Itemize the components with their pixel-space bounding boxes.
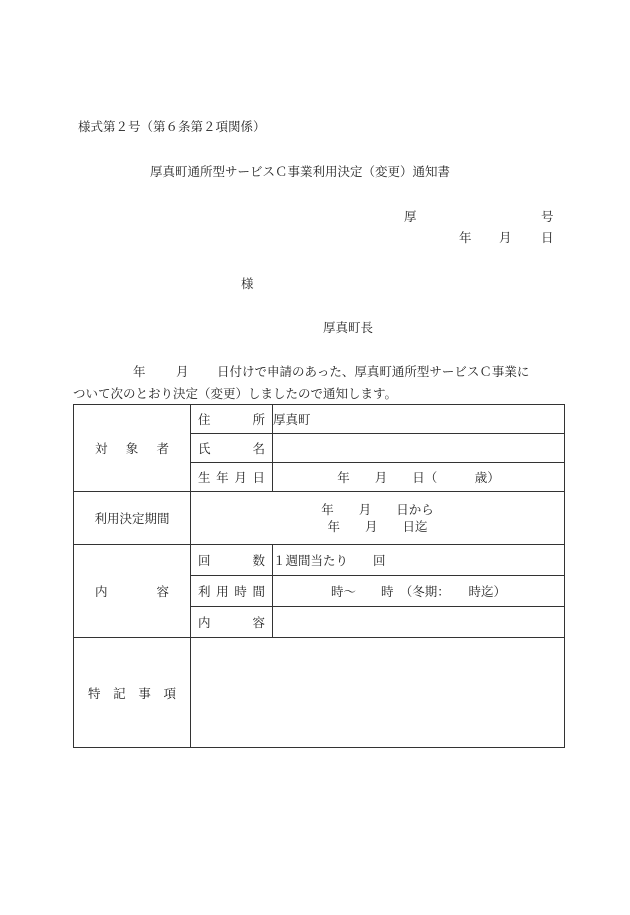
sender-name: 厚真町長 xyxy=(323,320,374,335)
issue-date-day: 日 xyxy=(541,230,554,245)
body-text-1: 日付けで申請のあった、厚真町通所型サービスＣ事業に xyxy=(217,364,530,379)
usage-time-label xyxy=(191,576,273,607)
issue-date-year: 年 xyxy=(459,230,472,245)
reference-number-prefix: 厚 xyxy=(404,209,417,224)
notes-value xyxy=(191,638,565,748)
reference-number-suffix: 号 xyxy=(541,209,554,224)
form-number-label: 様式第２号（第６条第２項関係） xyxy=(78,119,266,134)
birthdate-label-char: 日 xyxy=(252,470,265,485)
birthdate-label-char: 生 xyxy=(198,470,211,485)
detail-value xyxy=(273,607,565,638)
period-value xyxy=(191,492,565,545)
subject-label-char: 者 xyxy=(156,441,169,456)
subject-label xyxy=(74,405,191,492)
notes-label xyxy=(74,638,191,748)
name-label xyxy=(191,434,273,463)
usage-time-label-char: 利 xyxy=(198,584,211,599)
detail-label-char: 容 xyxy=(252,615,265,630)
period-from: 年 月 日から xyxy=(321,502,434,517)
detail-label-char: 内 xyxy=(198,615,211,630)
document-title: 厚真町通所型サービスＣ事業利用決定（変更）通知書 xyxy=(150,164,451,179)
birthdate-label-char: 月 xyxy=(234,470,247,485)
content-label-char: 容 xyxy=(156,584,169,599)
period-label: 利用決定期間 xyxy=(74,492,191,545)
name-value xyxy=(273,434,565,463)
subject-label-char: 象 xyxy=(125,441,139,456)
body-line-2: ついて次のとおり決定（変更）しましたので通知します。 xyxy=(73,386,398,401)
name-label-char: 名 xyxy=(252,441,265,456)
birthdate-label-char: 年 xyxy=(216,470,229,485)
notes-label-char: 特 xyxy=(88,685,101,701)
count-label-char: 数 xyxy=(252,553,265,568)
address-value: 厚真町 xyxy=(273,405,565,434)
count-value: １週間当たり 回 xyxy=(273,545,565,576)
address-label-char: 住 xyxy=(198,412,211,427)
birthdate-value: 年 月 日（ 歳） xyxy=(273,463,565,492)
name-label-char: 氏 xyxy=(198,441,211,456)
period-to: 年 月 日迄 xyxy=(327,519,428,534)
notes-label-char: 記 xyxy=(113,685,126,701)
usage-time-label-char: 時 xyxy=(234,584,247,599)
usage-time-value: 時～ 時 （冬期： 時迄） xyxy=(273,576,565,607)
subject-label-char: 対 xyxy=(95,441,108,456)
notes-label-char: 事 xyxy=(138,685,151,701)
usage-time-label-char: 用 xyxy=(216,584,229,599)
addressee-honorific: 様 xyxy=(241,276,254,291)
decision-table xyxy=(73,404,565,748)
body-month: 月 xyxy=(176,364,189,379)
body-year: 年 xyxy=(133,364,146,379)
address-label-char: 所 xyxy=(252,412,265,427)
issue-date-month: 月 xyxy=(499,230,512,245)
address-label xyxy=(191,405,273,434)
notes-label-char: 項 xyxy=(163,685,176,701)
usage-time-label-char: 間 xyxy=(252,584,265,599)
content-label-char: 内 xyxy=(95,584,108,599)
count-label xyxy=(191,545,273,576)
content-label xyxy=(74,545,191,638)
birthdate-label xyxy=(191,463,273,492)
count-label-char: 回 xyxy=(198,553,211,568)
detail-label xyxy=(191,607,273,638)
